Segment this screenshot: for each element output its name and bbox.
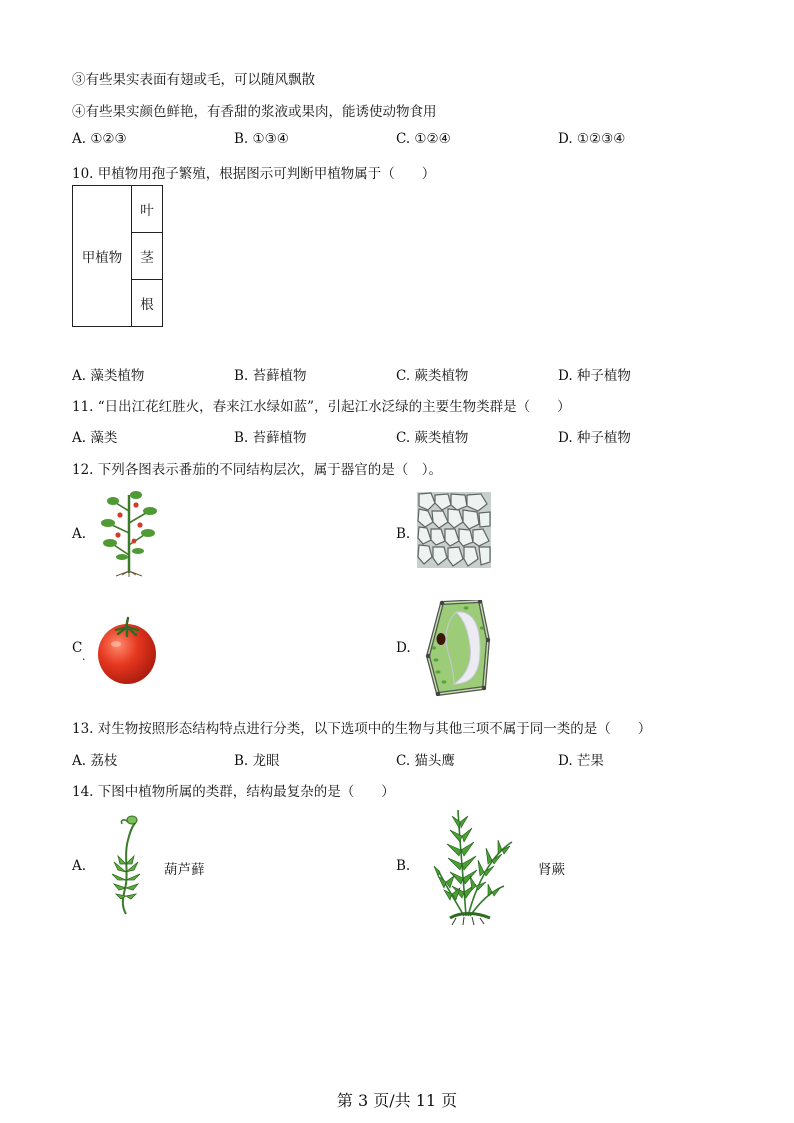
q9-option-d: D. ①②③④	[558, 131, 626, 147]
q10-option-b: B. 苔藓植物	[234, 368, 307, 384]
plant-part-leaf: 叶	[132, 186, 163, 233]
q12-label-c-dot: .	[82, 650, 86, 663]
q12-stem: 12. 下列各图表示番茄的不同结构层次，属于器官的是（ ）。	[72, 462, 443, 478]
plant-cell-image	[424, 600, 492, 696]
plant-structure-table	[72, 185, 163, 327]
q14-label-b: B.	[396, 858, 411, 874]
moss-image	[106, 814, 146, 918]
q14-stem: 14. 下图中植物所属的类群，结构最复杂的是（ ）	[72, 784, 395, 800]
q11-option-a: A. 藻类	[72, 430, 118, 446]
page-footer: 第 3 页/共 11 页	[336, 1091, 458, 1110]
q12-label-d: D.	[396, 640, 411, 656]
q10-option-a: A. 藻类植物	[72, 368, 145, 384]
q13-option-d: D. 芒果	[558, 753, 604, 769]
plant-part-stem: 茎	[132, 233, 163, 280]
q12-label-a: A.	[72, 526, 87, 542]
q9-item-3: ③有些果实表面有翅或毛，可以随风飘散	[72, 72, 315, 88]
plant-part-root: 根	[132, 280, 163, 327]
q9-option-a: A. ①②③	[72, 131, 127, 147]
q9-item-4: ④有些果实颜色鲜艳，有香甜的浆液或果肉，能诱使动物食用	[72, 104, 437, 120]
q12-label-b: B.	[396, 526, 411, 542]
q10-option-d: D. 种子植物	[558, 368, 631, 384]
tomato-fruit-image	[96, 614, 158, 686]
q14-label-a: A.	[72, 858, 87, 874]
q13-option-b: B. 龙眼	[234, 753, 280, 769]
q10-option-c: C. 蕨类植物	[396, 368, 469, 384]
tomato-tissue-image	[417, 492, 491, 568]
q11-stem: 11. “日出江花红胜火，春来江水绿如蓝”，引起江水泛绿的主要生物类群是（ ）	[72, 399, 571, 415]
q11-option-c: C. 蕨类植物	[396, 430, 469, 446]
q12-label-c: C	[72, 640, 83, 656]
q11-option-d: D. 种子植物	[558, 430, 631, 446]
fern-image	[432, 806, 518, 926]
q13-option-a: A. 荔枝	[72, 753, 118, 769]
plant-name-cell: 甲植物	[73, 186, 132, 327]
q10-stem: 10. 甲植物用孢子繁殖，根据图示可判断甲植物属于（ ）	[72, 166, 436, 182]
q9-option-c: C. ①②④	[396, 131, 451, 147]
q14-name-fern: 肾蕨	[538, 862, 565, 878]
tomato-plant-image	[96, 485, 162, 577]
q11-option-b: B. 苔藓植物	[234, 430, 307, 446]
q13-option-c: C. 猫头鹰	[396, 753, 455, 769]
q13-stem: 13. 对生物按照形态结构特点进行分类，以下选项中的生物与其他三项不属于同一类的是（ ）	[72, 721, 652, 737]
q9-option-b: B. ①③④	[234, 131, 289, 147]
q14-name-moss: 葫芦藓	[164, 862, 205, 878]
